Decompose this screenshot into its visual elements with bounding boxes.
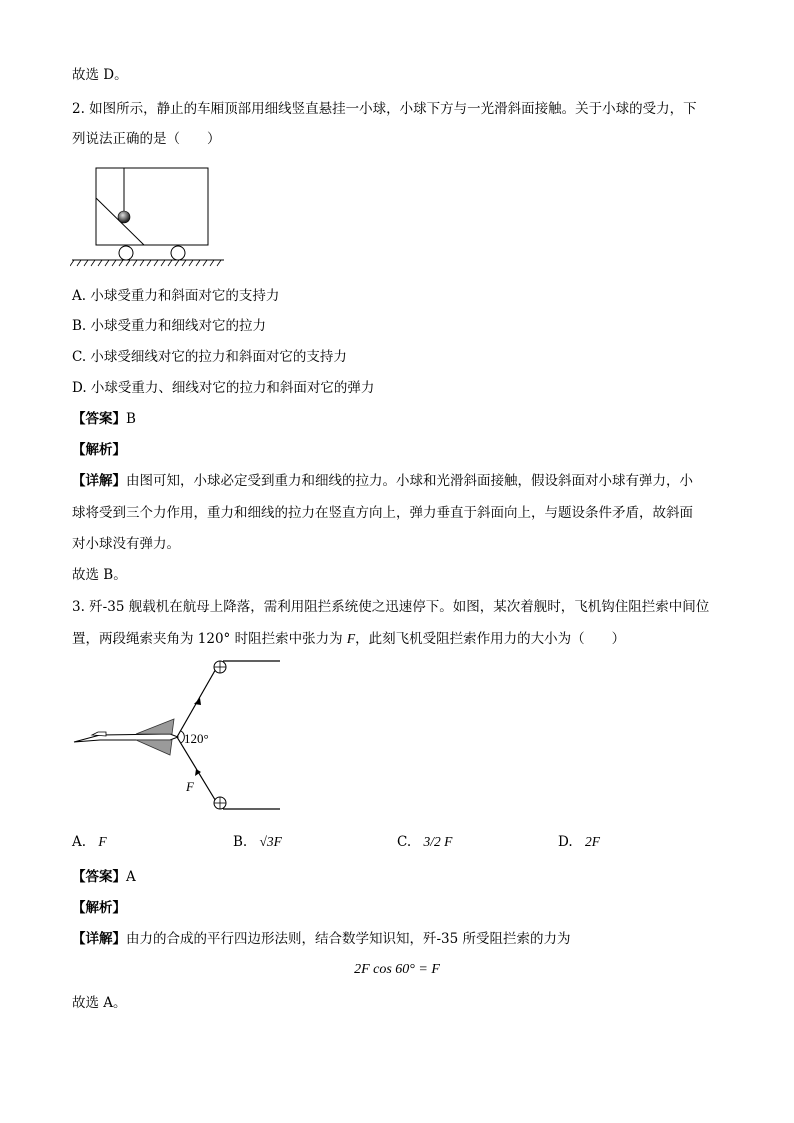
q3-analysis-tag: 【解析】	[72, 900, 126, 916]
q3-option-b-letter: B.	[233, 834, 248, 850]
q3-option-b-value: √3F	[259, 834, 282, 849]
q3-option-a-letter: A.	[72, 834, 87, 850]
q3-option-a-value: F	[98, 834, 107, 849]
q3-stem-2a: 置，两段绳索夹角为 120° 时阻拦索中张力为	[72, 631, 347, 647]
arrow-up-icon	[194, 698, 201, 705]
detail-tag: 【详解】	[72, 473, 126, 489]
q2-conclusion: 故选 B。	[72, 567, 127, 583]
q2-analysis-tag: 【解析】	[72, 442, 126, 458]
q2-option-b: B. 小球受重力和细线对它的拉力	[72, 318, 267, 334]
q2-figure-cart	[70, 160, 230, 272]
ball-icon	[118, 211, 130, 223]
q2-option-c: C. 小球受细线对它的拉力和斜面对它的支持力	[72, 349, 347, 365]
q3-option-c-letter: C.	[397, 834, 412, 850]
q3-conclusion: 故选 A。	[72, 995, 127, 1011]
detail-text: 由图可知，小球必定受到重力和细线的拉力。小球和光滑斜面接触，假设斜面对小球有弹力，小	[126, 473, 693, 489]
q2-stem-1: 2. 如图所示，静止的车厢顶部用细线竖直悬挂一小球，小球下方与一光滑斜面接触。关于小球的受力，下	[72, 101, 697, 117]
q3-option-b	[233, 833, 282, 851]
q3-option-c	[397, 833, 452, 851]
q3-detail-1	[72, 930, 571, 948]
answer-line-prev: 故选 D。	[72, 67, 128, 83]
q2-answer	[72, 410, 136, 428]
q2-detail-1	[72, 472, 693, 490]
q3-stem-2	[72, 630, 625, 648]
q3-equation: 2F cos 60° = F	[354, 962, 440, 977]
q2-option-a: A. 小球受重力和斜面对它的支持力	[72, 288, 280, 304]
answer-value: A	[126, 869, 136, 885]
q2-stem-2: 列说法正确的是（ ）	[72, 131, 221, 147]
wheel-right-icon	[171, 246, 185, 260]
q3-option-d	[558, 833, 600, 851]
answer-tag: 【答案】	[72, 411, 126, 427]
q3-answer	[72, 868, 136, 886]
q3-option-d-value: 2F	[584, 834, 600, 849]
detail-tag: 【详解】	[72, 931, 126, 947]
q3-option-d-letter: D.	[558, 834, 573, 850]
q2-option-d: D. 小球受重力、细线对它的拉力和斜面对它的弹力	[72, 380, 375, 396]
force-label: F	[186, 779, 194, 794]
q3-option-a	[72, 833, 107, 851]
detail-text: 由力的合成的平行四边形法则，结合数学知识知，歼-35 所受阻拦索的力为	[126, 931, 571, 947]
q2-detail-3: 对小球没有弹力。	[72, 536, 180, 552]
answer-value: B	[126, 411, 136, 427]
q3-stem-F: F	[346, 631, 356, 646]
angle-label: 120°	[184, 731, 209, 746]
q2-detail-2: 球将受到三个力作用，重力和细线的拉力在竖直方向上，弹力垂直于斜面向上，与题设条件矛盾，故斜面	[72, 505, 693, 521]
q3-figure-aircraft	[70, 655, 290, 820]
q3-stem-1: 3. 歼-35 舰载机在航母上降落，需利用阻拦系统使之迅速停下。如图，某次着舰时，飞机钩住阻拦索中间位	[72, 599, 710, 615]
q3-option-c-value: 3/2 F	[423, 834, 453, 849]
wheel-left-icon	[119, 246, 133, 260]
answer-tag: 【答案】	[72, 869, 126, 885]
q3-stem-2b: ，此刻飞机受阻拦索作用力的大小为（ ）	[355, 631, 626, 647]
